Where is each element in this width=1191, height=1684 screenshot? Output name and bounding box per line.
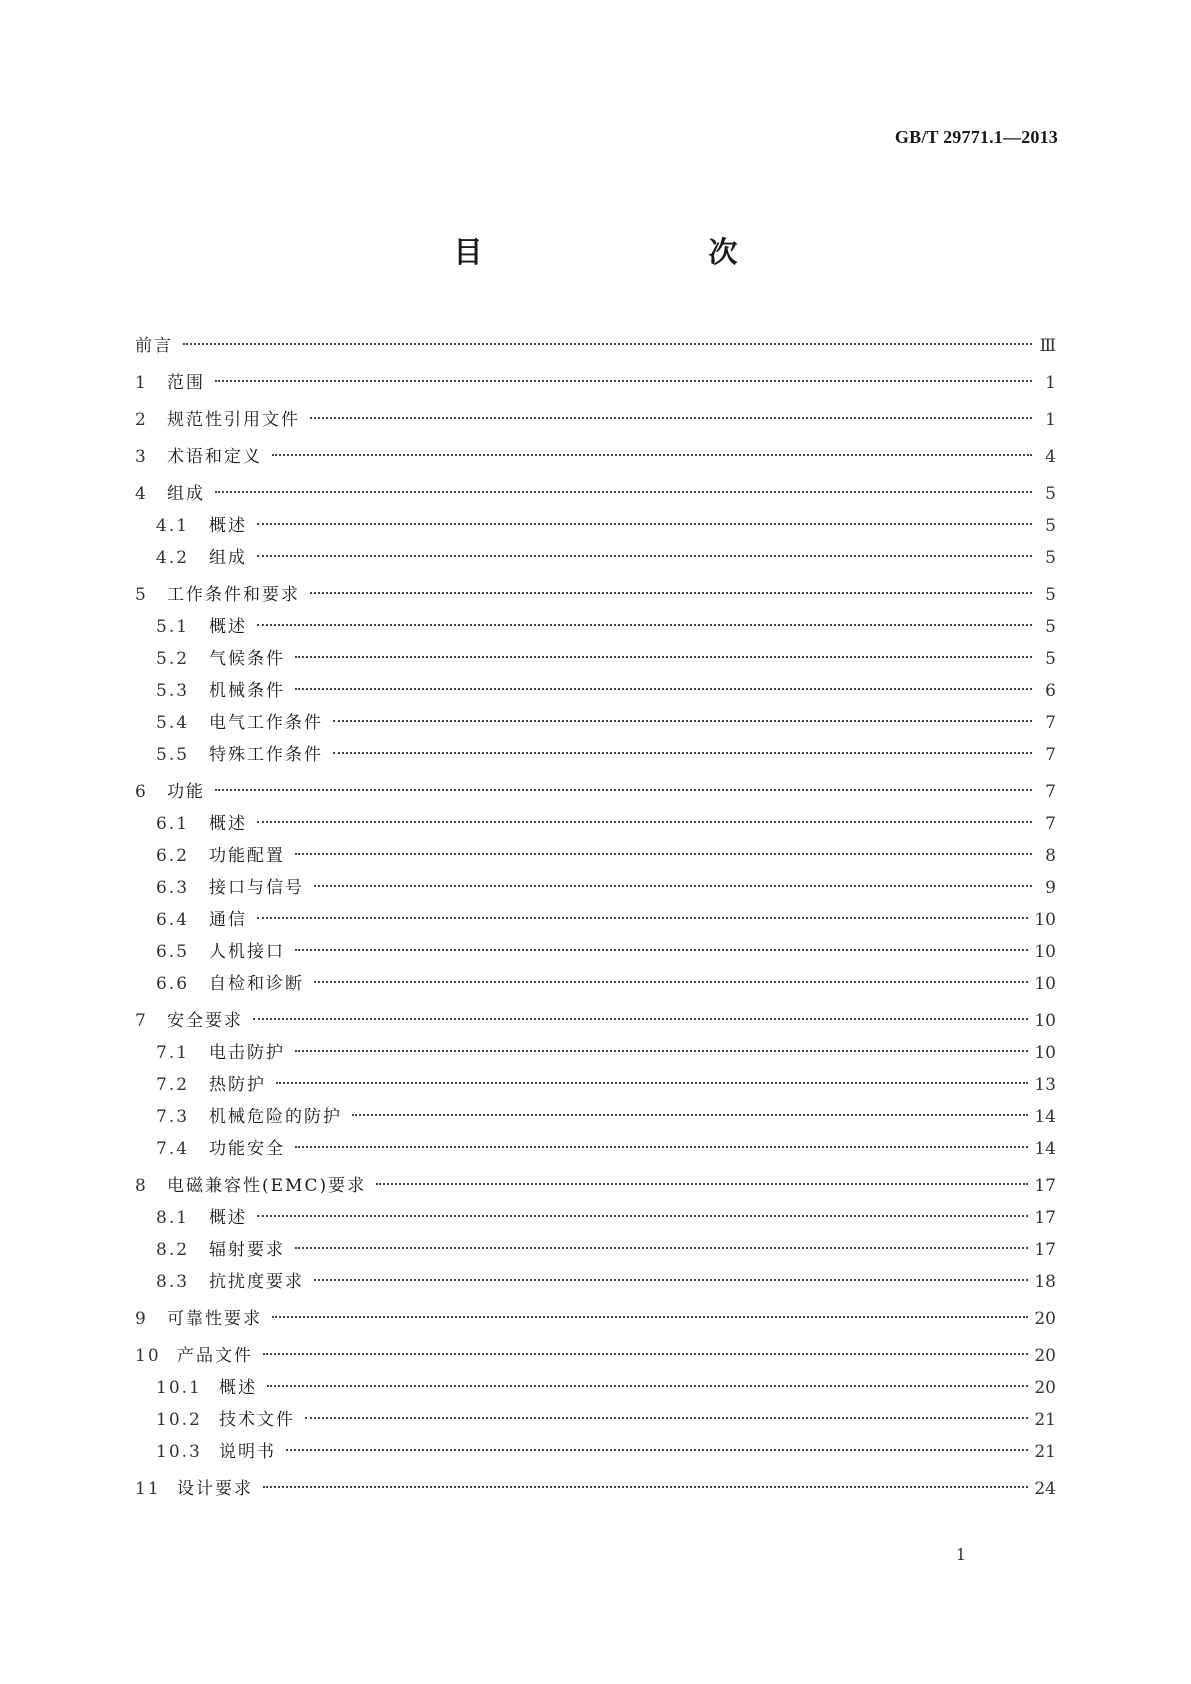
toc-entry-label: 功能配置 <box>209 846 285 866</box>
toc-entry-number: 6.6 <box>156 974 190 994</box>
toc-entry-page: 13 <box>1034 1075 1056 1095</box>
toc-entry-label: 气候条件 <box>209 649 285 669</box>
toc-entry-page: 21 <box>1034 1410 1056 1430</box>
toc-dot-leader <box>257 555 1032 557</box>
toc-dot-leader <box>295 1146 1028 1148</box>
toc-entry-page: 17 <box>1034 1240 1056 1260</box>
toc-entry-page: 6 <box>1045 681 1056 701</box>
toc-entry-number: 6.5 <box>156 942 190 962</box>
toc-entry-page: 7 <box>1045 713 1056 733</box>
toc-entry-page: Ⅲ <box>1039 336 1056 356</box>
toc-entry-page: 5 <box>1045 516 1056 536</box>
toc-entry-page: 5 <box>1045 617 1056 637</box>
toc-entry[interactable] <box>135 404 1056 436</box>
toc-entry-number: 5 <box>135 585 148 605</box>
toc-entry-number: 5.4 <box>156 713 190 733</box>
toc-entry-label: 规范性引用文件 <box>167 410 300 430</box>
toc-entry[interactable] <box>135 1303 1056 1335</box>
toc-dot-leader <box>314 1279 1028 1281</box>
toc-entry-number: 6.3 <box>156 878 190 898</box>
toc-entry[interactable] <box>135 1234 1056 1266</box>
toc-entry-label: 功能安全 <box>209 1139 285 1159</box>
toc-dot-leader <box>333 752 1032 754</box>
toc-entry-page: 1 <box>1045 410 1056 430</box>
toc-entry-page: 17 <box>1034 1208 1056 1228</box>
toc-entry-page: 20 <box>1034 1346 1056 1366</box>
toc-entry-label: 组成 <box>167 484 205 504</box>
toc-dot-leader <box>263 1353 1028 1355</box>
toc-entry[interactable] <box>135 808 1056 840</box>
toc-entry-label: 概述 <box>209 617 247 637</box>
toc-entry[interactable] <box>135 1037 1056 1069</box>
toc-entry-label: 范围 <box>167 373 205 393</box>
toc-entry-page: 14 <box>1034 1139 1056 1159</box>
toc-dot-leader <box>295 949 1028 951</box>
toc-dot-leader <box>257 917 1028 919</box>
toc-dot-leader <box>310 592 1032 594</box>
toc-entry-page: 5 <box>1045 548 1056 568</box>
toc-dot-leader <box>310 417 1032 419</box>
toc-entry-page: 14 <box>1034 1107 1056 1127</box>
toc-entry-label: 安全要求 <box>167 1011 243 1031</box>
toc-entry-page: 5 <box>1045 585 1056 605</box>
toc-entry-page: 5 <box>1045 484 1056 504</box>
toc-entry-label: 功能 <box>167 782 205 802</box>
toc-entry-number: 4.2 <box>156 548 190 568</box>
toc-entry-number: 6.4 <box>156 910 190 930</box>
toc-entry-page: 10 <box>1034 974 1056 994</box>
toc-entry-number: 4 <box>135 484 148 504</box>
toc-entry[interactable] <box>135 1069 1056 1101</box>
toc-dot-leader <box>314 981 1028 983</box>
toc-entry[interactable] <box>135 968 1056 1000</box>
toc-entry-number: 8 <box>135 1176 148 1196</box>
toc-entry[interactable] <box>135 1372 1056 1404</box>
toc-entry-number: 10 <box>135 1346 161 1366</box>
toc-entry-page: 20 <box>1034 1378 1056 1398</box>
toc-entry-number: 5.2 <box>156 649 190 669</box>
toc-entry-number: 7 <box>135 1011 148 1031</box>
toc-entry[interactable] <box>135 510 1056 542</box>
toc-entry-page: 20 <box>1034 1309 1056 1329</box>
toc-entry-number: 6 <box>135 782 148 802</box>
toc-title: 目 次 <box>453 235 794 269</box>
toc-entry-number: 7.1 <box>156 1043 190 1063</box>
toc-entry-page: 10 <box>1034 1011 1056 1031</box>
toc-entry[interactable] <box>135 1133 1056 1165</box>
toc-entry[interactable] <box>135 643 1056 675</box>
toc-entry[interactable] <box>135 840 1056 872</box>
toc-dot-leader <box>295 853 1032 855</box>
toc-entry[interactable] <box>135 1170 1056 1202</box>
toc-entry[interactable] <box>135 1436 1056 1468</box>
toc-entry-number: 8.2 <box>156 1240 190 1260</box>
toc-entry-number: 5.5 <box>156 745 190 765</box>
toc-dot-leader <box>295 1247 1028 1249</box>
toc-entry-label: 术语和定义 <box>167 447 262 467</box>
toc-entry-label: 电击防护 <box>209 1043 285 1063</box>
toc-entry-page: 10 <box>1034 942 1056 962</box>
table-of-contents <box>135 330 1056 1505</box>
toc-dot-leader <box>376 1183 1028 1185</box>
toc-entry-label: 接口与信号 <box>209 878 304 898</box>
toc-entry[interactable] <box>135 478 1056 510</box>
toc-entry-label: 前言 <box>135 336 173 356</box>
toc-entry-page: 10 <box>1034 910 1056 930</box>
toc-entry-label: 抗扰度要求 <box>209 1272 304 1292</box>
toc-dot-leader <box>263 1486 1028 1488</box>
toc-entry-number: 7.2 <box>156 1075 190 1095</box>
toc-entry-number: 1 <box>135 373 148 393</box>
toc-dot-leader <box>295 656 1032 658</box>
toc-entry[interactable] <box>135 441 1056 473</box>
toc-dot-leader <box>352 1114 1028 1116</box>
toc-entry-label: 可靠性要求 <box>167 1309 262 1329</box>
toc-dot-leader <box>295 1050 1028 1052</box>
toc-dot-leader <box>253 1018 1028 1020</box>
toc-entry-page: 24 <box>1034 1479 1056 1499</box>
toc-entry-page: 7 <box>1045 782 1056 802</box>
toc-entry-number: 5.3 <box>156 681 190 701</box>
toc-entry-label: 机械危险的防护 <box>209 1107 342 1127</box>
toc-entry-label: 工作条件和要求 <box>167 585 300 605</box>
toc-entry[interactable] <box>135 1404 1056 1436</box>
toc-entry-number: 6.2 <box>156 846 190 866</box>
toc-entry[interactable] <box>135 707 1056 739</box>
toc-dot-leader <box>333 720 1032 722</box>
toc-dot-leader <box>267 1385 1028 1387</box>
toc-entry-number: 10.2 <box>156 1410 202 1430</box>
toc-entry-label: 热防护 <box>209 1075 266 1095</box>
page-number: 1 <box>955 1545 966 1564</box>
toc-entry-page: 9 <box>1045 878 1056 898</box>
toc-entry[interactable] <box>135 579 1056 611</box>
toc-entry-label: 自检和诊断 <box>209 974 304 994</box>
toc-entry-page: 1 <box>1045 373 1056 393</box>
standard-code: GB/T 29771.1—2013 <box>894 127 1058 147</box>
toc-entry-label: 说明书 <box>219 1442 276 1462</box>
toc-entry-page: 10 <box>1034 1043 1056 1063</box>
toc-entry-number: 6.1 <box>156 814 190 834</box>
toc-entry-number: 4.1 <box>156 516 190 536</box>
toc-entry-number: 7.4 <box>156 1139 190 1159</box>
toc-dot-leader <box>295 688 1032 690</box>
toc-entry[interactable] <box>135 1202 1056 1234</box>
toc-entry-label: 通信 <box>209 910 247 930</box>
toc-entry-label: 产品文件 <box>177 1346 253 1366</box>
toc-entry-number: 10.3 <box>156 1442 202 1462</box>
toc-entry-label: 概述 <box>209 814 247 834</box>
toc-entry-label: 特殊工作条件 <box>209 745 323 765</box>
toc-entry[interactable] <box>135 872 1056 904</box>
toc-dot-leader <box>314 885 1032 887</box>
toc-dot-leader <box>257 1215 1028 1217</box>
toc-entry-number: 3 <box>135 447 148 467</box>
toc-entry-number: 10.1 <box>156 1378 202 1398</box>
toc-entry[interactable] <box>135 739 1056 771</box>
toc-entry-label: 设计要求 <box>177 1479 253 1499</box>
toc-dot-leader <box>257 624 1032 626</box>
toc-entry-number: 7.3 <box>156 1107 190 1127</box>
toc-entry-page: 4 <box>1045 447 1056 467</box>
toc-entry[interactable] <box>135 330 1056 362</box>
toc-entry-number: 9 <box>135 1309 148 1329</box>
toc-dot-leader <box>305 1417 1028 1419</box>
toc-entry-number: 8.3 <box>156 1272 190 1292</box>
toc-entry[interactable] <box>135 367 1056 399</box>
toc-entry-label: 电磁兼容性(EMC)要求 <box>167 1176 367 1196</box>
toc-entry[interactable] <box>135 1473 1056 1505</box>
toc-dot-leader <box>272 454 1032 456</box>
toc-entry[interactable] <box>135 776 1056 808</box>
toc-entry[interactable] <box>135 542 1056 574</box>
toc-dot-leader <box>286 1449 1028 1451</box>
toc-entry-label: 组成 <box>209 548 247 568</box>
toc-entry-label: 人机接口 <box>209 942 285 962</box>
toc-entry-label: 电气工作条件 <box>209 713 323 733</box>
toc-dot-leader <box>215 491 1032 493</box>
toc-dot-leader <box>257 821 1032 823</box>
toc-dot-leader <box>183 343 1032 345</box>
toc-dot-leader <box>215 789 1032 791</box>
toc-dot-leader <box>215 380 1032 382</box>
toc-entry-page: 8 <box>1045 846 1056 866</box>
toc-entry-number: 2 <box>135 410 148 430</box>
toc-entry[interactable] <box>135 1340 1056 1372</box>
toc-entry[interactable] <box>135 675 1056 707</box>
toc-entry-page: 7 <box>1045 745 1056 765</box>
toc-dot-leader <box>272 1316 1028 1318</box>
toc-entry-number: 5.1 <box>156 617 190 637</box>
toc-entry-label: 技术文件 <box>219 1410 295 1430</box>
toc-entry-label: 概述 <box>219 1378 257 1398</box>
toc-entry[interactable] <box>135 904 1056 936</box>
toc-entry-label: 机械条件 <box>209 681 285 701</box>
toc-entry-page: 17 <box>1034 1176 1056 1196</box>
toc-entry-page: 18 <box>1034 1272 1056 1292</box>
toc-entry-page: 5 <box>1045 649 1056 669</box>
toc-entry[interactable] <box>135 1101 1056 1133</box>
toc-entry[interactable] <box>135 1005 1056 1037</box>
toc-entry-page: 21 <box>1034 1442 1056 1462</box>
toc-entry-number: 11 <box>135 1479 161 1499</box>
toc-entry-number: 8.1 <box>156 1208 190 1228</box>
toc-entry-page: 7 <box>1045 814 1056 834</box>
toc-entry[interactable] <box>135 1266 1056 1298</box>
toc-entry-label: 概述 <box>209 516 247 536</box>
toc-entry[interactable] <box>135 611 1056 643</box>
toc-dot-leader <box>257 523 1032 525</box>
toc-dot-leader <box>276 1082 1028 1084</box>
toc-entry-label: 概述 <box>209 1208 247 1228</box>
toc-entry-label: 辐射要求 <box>209 1240 285 1260</box>
toc-entry[interactable] <box>135 936 1056 968</box>
